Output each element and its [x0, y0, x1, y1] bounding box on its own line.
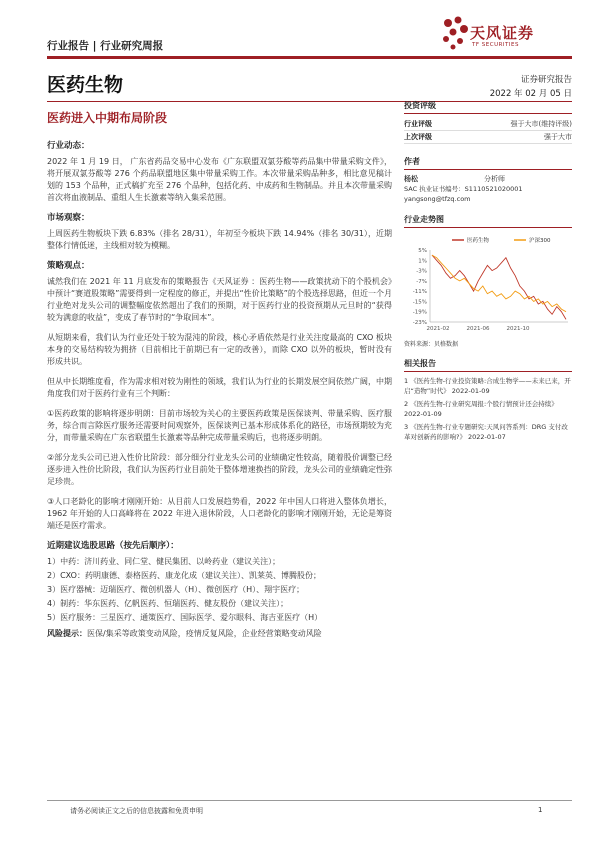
list-item: 4）制药：华东医药、亿帆医药、恒瑞医药、健友股份（建议关注）；	[47, 599, 289, 608]
brand-logo-icon	[440, 13, 470, 57]
paragraph-market: 上周医药生物板块下跌 6.83%（排名 28/31），年初至今板块下跌 14.94%（排名 30/31），近期整体行情低迷，主线相对较为模糊。	[47, 229, 392, 250]
report-subtitle: 医药进入中期布局阶段	[47, 111, 168, 125]
author-email[interactable]: yangsong@tfzq.com	[404, 195, 471, 203]
legend-label: 医药生物	[467, 238, 490, 244]
trend-chart-svg	[404, 232, 572, 337]
risk-text: 医保/集采等政策变动风险，疫情反复风险，企业经营策略变动风险	[87, 629, 322, 638]
y-tick-label: -19%	[412, 309, 427, 316]
footer-rule	[47, 800, 572, 801]
sidebar	[404, 100, 572, 445]
paragraph-dynamics: 2022 年 1 月 19 日， 广东省药品交易中心发布《广东联盟双氯芬酸等药品集中带量采购文件》，将开展双氯芬酸等 276 个药品联盟地区集中带量采购工作。本次带量采购品种多，相比意见稿计划的 153 个品种，正式稿扩充至 276 个品种，包括化药、中成药和生物制品。并且本次带量采购首次将血液制品、重组人生长激素等纳入集采范围。	[47, 157, 392, 202]
section-heading-dynamics: 行业动态：	[47, 141, 90, 151]
paragraph-point-1: ①医药政策的影响将逐步明朗：目前市场较为关心的主要医药政策是医保谈判、带量采购、医疗服务，综合而言除医疗服务还需要时间观察外，医保谈判已基本形成体系化的路径，市场预期较为充分，而带量采购在广东省联盟生长激素等品种完成带量采购后，也将逐步明朗。	[47, 409, 392, 442]
list-item: 2）CXO：药明康德、泰格医药、康龙化成（建议关注）、凯莱英、博腾股份；	[47, 571, 321, 580]
y-tick-label: -15%	[412, 299, 427, 306]
prev-rating-row	[404, 131, 572, 144]
x-tick-label: 2021-06	[466, 326, 490, 332]
section-heading-strategy: 策略观点：	[47, 261, 90, 271]
legend-label: 沪深300	[529, 238, 551, 244]
main-content	[47, 140, 392, 640]
related-heading: 相关报告	[404, 358, 572, 372]
author-role: 分析师	[484, 175, 505, 183]
list-item: 5）医疗服务：三星医疗、通策医疗、国际医学、爱尔眼科、海吉亚医疗（H）	[47, 613, 323, 622]
rating-value: 强于大市(维持评级)	[510, 120, 572, 128]
y-tick-label: 1%	[418, 258, 427, 265]
related-item[interactable]: 2 《医药生物-行业研究周报:个股行情预计还会持续》 2022-01-09	[404, 400, 558, 418]
prev-rating-value: 强于大市	[544, 133, 572, 141]
rating-row	[404, 118, 572, 131]
list-item: 3）医疗器械：迈瑞医疗、微创机器人（H）、微创医疗（H）、翔宇医疗；	[47, 585, 305, 594]
related-item[interactable]: 3 《医药生物-行业专题研究:天风问答系列：DRG 支付改革对创新药的影响?》 2022-01-07	[404, 423, 568, 441]
series-line	[432, 255, 566, 319]
series-line	[432, 255, 566, 312]
y-tick-label: -23%	[412, 320, 427, 326]
author-row	[404, 174, 572, 184]
prev-rating-label: 上次评级	[404, 133, 432, 141]
risk-line	[47, 628, 392, 640]
paragraph-point-2: ②部分龙头公司已进入性价比阶段：部分细分行业龙头公司的业绩确定性较高，随着股价调整已经逐步进入性价比阶段，我们认为医药行业目前处于整体增速换挡的阶段，龙头公司的业绩确定性弥足珍贵。	[47, 453, 392, 486]
y-tick-label: -11%	[412, 289, 427, 296]
paragraph-strategy-1: 诚然我们在 2021 年 11 月底发布的策略报告《天风证券 ：医药生物——政策扰动下的个股机会》中预计“赛道股策略”需要得到一定程度的修正，并提出“性价比策略”的个股选择思路，但近一个月行业绝对龙头公司的调整幅度依然超出了我们的预期，对于医药行业的投资预期从元旦时的“获得较为满意的收益”，变成了春节时的“争取回本”。	[47, 277, 392, 322]
report-type: 证券研究报告	[520, 75, 572, 85]
section-heading-picks: 近期建议选股思路（按先后顺序）：	[47, 541, 179, 551]
rating-label: 行业评级	[404, 120, 432, 128]
header-rule	[47, 56, 572, 59]
author-cert: SAC 执业证书编号：S1110521020001	[404, 185, 523, 193]
footer-disclaimer: 请务必阅读正文之后的信息披露和免责申明	[70, 807, 203, 815]
author-heading: 作者	[404, 156, 572, 170]
list-item: 1）中药：济川药业、同仁堂、健民集团、以岭药业（建议关注）；	[47, 557, 281, 566]
report-date: 2022 年 02 月 05 日	[489, 89, 572, 99]
rating-heading: 投资评级	[404, 100, 572, 114]
section-heading-market: 市场观察：	[47, 213, 90, 223]
y-tick-label: 5%	[418, 248, 427, 254]
brand-name-en: TF SECURITIES	[472, 42, 519, 48]
paragraph-strategy-3: 但从中长期维度看，作为需求相对较为刚性的领域，我们认为行业的长期发展空间依然广阔，中期角度我们对于医药行业有三个判断：	[47, 377, 392, 398]
x-tick-label: 2021-02	[426, 326, 450, 332]
risk-heading: 风险提示：	[47, 629, 87, 638]
trend-heading: 行业走势图	[404, 214, 572, 228]
header-category: 行业报告 | 行业研究周报	[47, 40, 164, 52]
page-title: 医药生物	[47, 74, 124, 96]
paragraph-point-3: ③人口老龄化的影响才刚刚开始：从目前人口发展趋势看，2022 年中国人口将进入整体负增长，1962 年开始的人口高峰将在 2022 年进入退休阶段，人口老龄化的影响才刚刚开始，无论是筹资端还是医疗需求。	[47, 497, 392, 530]
y-tick-label: -7%	[416, 278, 427, 285]
paragraph-strategy-2: 从短期来看，我们认为行业还处于较为混沌的阶段，核心矛盾依然是行业关注度最高的 CXO 板块本身的交易结构较为拥挤（目前相比于前期已有一定的改善），而除 CXO 以外的板块，暂时没有形成共识。	[47, 333, 392, 366]
page-number: 1	[538, 806, 543, 814]
chart-source: 资料来源：贝格数据	[404, 341, 459, 348]
brand-name: 天风证券	[470, 24, 535, 42]
x-tick-label: 2021-10	[506, 326, 530, 332]
y-tick-label: -3%	[416, 268, 427, 275]
author-name: 杨松	[404, 175, 418, 183]
related-item[interactable]: 1 《医药生物-行业投资策略:合成生物学——未来已来，开启“造物”时代》 2022-01-09	[404, 377, 571, 395]
trend-chart	[404, 232, 572, 337]
